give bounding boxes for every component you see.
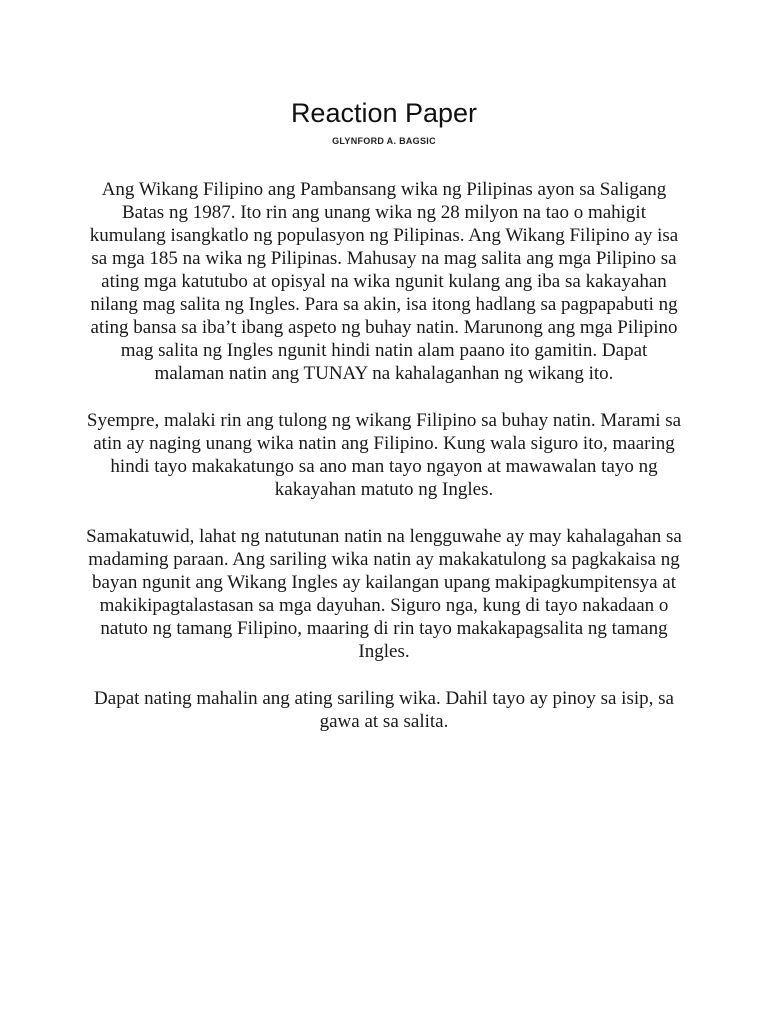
document-body bbox=[84, 178, 684, 757]
paragraph-1: Ang Wikang Filipino ang Pambansang wika ng Pilipinas ayon sa Saligang Batas ng 1987. Ito rin ang unang wika ng 28 milyon na tao o mahigit kumulang isangkatlo ng populasyon ng Pilipinas. Ang Wikang Filipino ay isa sa mga 185 na wika ng Pilipinas. Mahusay na mag salita ang mga Pilipino sa ating mga katutubo at opisyal na wika ngunit kulang ang iba sa kakayahan nilang mag salita ng Ingles. Para sa akin, isa itong hadlang sa pagpapabuti ng ating bansa sa iba’t ibang aspeto ng buhay natin. Marunong ang mga Pilipino mag salita ng Ingles ngunit hindi natin alam paano ito gamitin. Dapat malaman natin ang TUNAY na kahalaganhan ng wikang ito. bbox=[89, 179, 679, 384]
paragraph-4: Dapat nating mahalin ang ating sariling wika. Dahil tayo ay pinoy sa isip, sa gawa at sa salita. bbox=[94, 688, 674, 732]
document-title: Reaction Paper bbox=[290, 98, 478, 128]
paragraph-3: Samakatuwid, lahat ng natutunan natin na lengguwahe ay may kahalagahan sa madaming paraan. Ang sariling wika natin ay makakatulong sa pagkakaisa ng bayan ngunit ang Wikang Ingles ay kailangan upang makipagkumpitensya at makikipagtalastasan sa mga dayuhan. Siguro nga, kung di tayo nakadaan o natuto ng tamang Filipino, maaring di rin tayo makakapagsalita ng tamang Ingles. bbox=[86, 526, 682, 662]
paragraph-2: Syempre, malaki rin ang tulong ng wikang Filipino sa buhay natin. Marami sa atin ay naging unang wika natin ang Filipino. Kung wala siguro ito, maaring hindi tayo makakatungo sa ano man tayo ngayon at mawawalan tayo ng kakayahan matuto ng Ingles. bbox=[86, 410, 682, 500]
author-name: GLYNFORD A. BAGSIC bbox=[332, 136, 436, 146]
